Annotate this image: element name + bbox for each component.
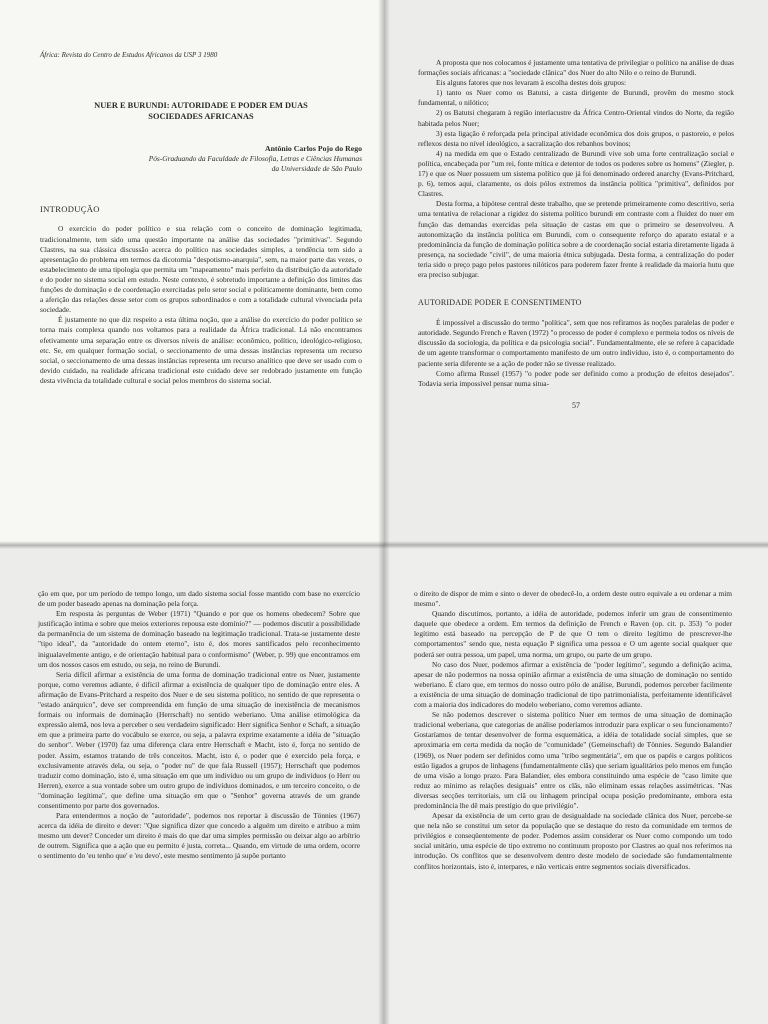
author-affiliation xyxy=(40,154,362,174)
paragraph: Desta forma, a hipótese central deste trabalho, que se pretende primeiramente como descritivo, seria uma tentativa de relacionar a rigidez do sistema político burundi em contraste com a fluidez do nuer em função das demandas exercidas pela situação de castas em que o primeiro se desenvolveu. A autonomização da instância política em Burundi, com o consequente reforço do aparato estatal e a predominância da função de dominação política sobre a de coordenação social estaria diretamente ligada à presença, na sociedade "civil", de uma maioria étnica subjugada. Desta forma, a centralização do poder teria sido o preço pago pelos pastores nilóticos para poderem fazer frente à realidade da maioria hutu que era preciso subjugar. xyxy=(418,199,734,279)
section-heading-autoridade: AUTORIDADE PODER E CONSENTIMENTO xyxy=(418,298,582,308)
paragraph: Em resposta às perguntas de Weber (1971) "Quando e por que os homens obedecem? Sobre que justificação íntima e sobre que meios exteriores repousa este domínio?" — podemos discutir a possibilidade da permanência de um sistema de dominação baseado na legitimação tradicional. Trata-se justamente deste "tipo ideal", da "autoridade do ontem eterno", isto é, dos mores santificados pelo reconhecimento inigualavelmente antigo, e de orientação habitual para o conformismo" (Weber, p. 99) que encontramos em um dos nossos casos em estudo, ou seja, no reino de Burundi. xyxy=(38,609,360,669)
running-head: África: Revista do Centro de Estudos Africanos da USP 3 1980 xyxy=(40,51,218,59)
paragraph: Como afirma Russel (1957) "o poder pode ser definido como a produção de efeitos desejados". Todavia seria impossível pensar numa situa- xyxy=(418,368,734,388)
paragraph: Seria difícil afirmar a existência de uma forma de dominação tradicional entre os Nuer, justamente porque, como veremos adiante, é difícil afirmar a existência de qualquer tipo de dominação entre eles. A afirmação de Evans-Pritchard a respeito dos Nuer e de seu sistema político, no sentido de que representa o "estado anárquico", deve ser compreendida em função de uma situação de inexistência de mecanismos formais ou informais de dominação (Herrschaft) no sentido weberiano. Uma análise etimológica da expressão alemã, nos leva a perceber o seu verdadeiro significado: Herr significa Senhor e Schaft, a situação em que a primeira parte do vocábulo se exerce, ou seja, a palavra exprime exatamente a idéia de "situação do senhor". Weber (1970) faz uma diferença clara entre Herrschaft e Macht, isto é, força no sentido de poder. Assim, estamos tratando de três conceitos. Macht, isto é, o poder que é exercido pela força, e exclusivamente através dela, ou seja, o "poder nu" de que fala Russell (1957); Herrschaft que podemos traduzir como dominação, isto é, uma situação em que um indivíduo ou um grupo de indivíduos (o Herr ou Herren), exerce a sua vontade sobre um outro grupo de indivíduos dominados, e um terceiro conceito, o de "dominação legítima", que define uma situação em que o "Senhor" governa através de um grande consentimento por parte dos governados. xyxy=(38,669,360,810)
page-top-left xyxy=(0,0,384,545)
paragraph: Se não podemos descrever o sistema político Nuer em termos de uma situação de dominação tradicional weberiana, que categorias de análise poderíamos introduzir para explicar o seu funcionamento? Gostaríamos de tentar desenvolver de forma esquemática, a idéia de totalidade social simples, que se aproximaria em certa medida da noção de "comunidade" (Gemeinschaft) de Tönnies. Segundo Balandier (1969), os Nuer podem ser definidos como uma "tribo segmentária", em que os papéis e cargos políticos estão ligados a grupos de linhagens (fundamentalmente clãs) que seriam igualitários pelo menos em função de uma visão a longo prazo. Para Balandier, eles embora constituindo uma espécie de "caso limite que reduz ao mínimo as relações desiguais" entre os clãs, não eliminam essas relações assimétricas. "Nas diversas secções territoriais, um clã ou linhagem principal ocupa posição predominante, embora esta predominância lhe dê mais prestígio do que privilégio". xyxy=(414,710,732,810)
affiliation-line-2: da Universidade de São Paulo xyxy=(271,164,362,174)
page-top-right xyxy=(384,0,768,545)
article-title xyxy=(40,100,362,122)
page-gutter-shadow xyxy=(378,0,390,1024)
author-name: Antônio Carlos Pojo do Rego xyxy=(264,144,362,154)
paragraph: Quando discutimos, portanto, a idéia de autoridade, podemos inferir um grau de consentimento daquele que obedece a ordem. Em termos da definição de French e Raven (op. cit. p. 353) "o poder legítimo está baseado na percepção de P de que O tem o direito legítimo de prescrever-lhe comportamentos" sendo que, nesta equação P significa uma pessoa e O um agente social qualquer que poderá ser outra pessoa, um papel, uma norma, um grupo, ou parte de um grupo. xyxy=(414,609,732,659)
article-title-line-2: SOCIEDADES AFRICANAS xyxy=(148,112,254,122)
paragraph: Eis alguns fatores que nos levaram à escolha destes dois grupos: xyxy=(436,78,627,88)
paragraph: o direito de dispor de mim e sinto o dever de obedecê-lo, a ordem deste outro equivale a eu ordenar a mim mesmo". xyxy=(414,589,732,609)
affiliation-line-1: Pós-Graduando da Faculdade de Filosofia, Letras e Ciências Humanas xyxy=(148,154,362,164)
list-item: 1) tanto os Nuer como os Batutsi, a casta dirigente de Burundi, provêm do mesmo stock fundamental, o nilótico; xyxy=(418,88,734,108)
list-item: 3) esta ligação é reforçada pela principal atividade econômica dos dois grupos, o pastoreio, e pelos reflexos desta no nível ideológico, a sacralização dos rebanhos bovinos; xyxy=(418,128,734,148)
paragraph: No caso dos Nuer, podemos afirmar a existência de "poder legítimo", segundo a definição acima, apesar de não podermos na nossa opinião afirmar a existência de uma situação de dominação no sentido weberiano. É claro que, em termos do nosso outro pólo de análise, Burundi, podemos perceber facilmente a existência de uma situação de dominação tradicional de tipo patrimonialista, perfeitamente identificável com a maioria dos indicadores do modelo weberiano, como veremos adiante. xyxy=(414,659,732,710)
paragraph: Para entendermos a noção de "autoridade", podemos nos reportar à discussão de Tönnies (1967) acerca da idéia de direito e dever: "Que significa dizer que concedo a alguém um direito e atribuo a mim mesmo um dever? Conceder um direito é mais do que dar uma simples permissão ou deixar algo ao arbítrio de outrem. Significa que a ação que eu permito é justa, correta... Quando, em virtude de uma ordem, ocorre o sentimento do 'eu tenho que' e 'eu devo', este mesmo sentimento já supõe portanto xyxy=(38,811,360,861)
paragraph: O exercício do poder político e sua relação com o conceito de dominação legitimada, tradicionalmente, tem sido uma questão importante na análise das sociedades "primitivas". Segundo Clastres, na sua clássica discussão acerca do político nas sociedades simples, a tendência tem sido a apresentação do problema em termos da dicotomia "despotismo-anarquia", sem, na maior parte das vezes, o estabelecimento de uma tipologia que permita um "mapeamento" mais perfeito da distribuição da autoridade e do poder no sistema social em estudo. Neste contexto, é sobretudo importante a definição dos limites das funções de dominação e de coordenação exercitadas pelo setor social e politicamente dominante, bem como a aferição das relações desse setor com os grupos subordinados e com a totalidade cultural vivenciada pela sociedade. xyxy=(40,224,362,315)
page-number: 57 xyxy=(572,400,580,410)
paragraph: É justamente no que diz respeito a esta última noção, que a análise do exercício do poder político se torna mais complexa quando nos voltamos para a realidade da África tradicional. Lá não encontramos efetivamente uma separação entre os diversos níveis de análise: econômico, político, ideológico-religioso, etc. Se, em qualquer formação social, o seccionamento de uma dessas instâncias representa um recurso social, o seccionamento de uma dessas instâncias representa um recurso analítico que deve ser usado com o devido cuidado, na realidade africana tradicional este cuidado deve ser redobrado justamente em função desta vivência da totalidade cultural e social pelos membros do sistema social. xyxy=(40,315,362,385)
list-item: 4) na medida em que o Estado centralizado de Burundi vive sob uma forte centralização social e política, encabeçada por "um rei, fonte mítica e detentor de todos os poderes sobre os homens" (Ziegler, p. 17) e que os Nuer possuem um sistema político que já foi denominado ordered anarchy (Evans-Pritchard, p. 6), temos aqui, claramente, os dois pólos extremos da instância política "primitiva", definidos por Clastres. xyxy=(418,148,734,199)
section-heading-introducao: INTRODUÇÃO xyxy=(40,204,100,215)
list-item: 2) os Batutsi chegaram à região interlacustre da África Centro-Oriental vindos do Norte, da região habitada pelos Nuer; xyxy=(418,108,734,128)
page-bottom-right xyxy=(384,545,768,1024)
page-bottom-left xyxy=(0,545,384,1024)
page-fold-shadow xyxy=(0,541,768,549)
paragraph: ção em que, por um período de tempo longo, um dado sistema social fosse mantido com base no exercício de um poder baseado apenas na dominação pela força. xyxy=(38,589,360,609)
paragraph: Apesar da existência de um certo grau de desigualdade na sociedade clânica dos Nuer, percebe-se que nela não se constitui um setor da população que se destaque do resto da comunidade em termos de privilégios e conseqüentemente de poder. Podemos assim considerar os Nuer como compondo um todo social unitário, uma espécie de tipo extremo no continuum proposto por Clastres ao qual nos referimos na introdução. Os conflitos que se desenvolvem dentro deste modelo de sociedade são fundamentalmente conflitos horizontais, isto é, interpares, e não verticais entre segmentos sociais diversificados. xyxy=(414,811,732,871)
paragraph: É impossível a discussão do termo "política", sem que nos refiramos às noções paralelas de poder e autoridade. Segundo French e Raven (1972) "o processo de poder é complexo e permeia todos os níveis de discussão da sociologia, da política e da psicologia social". Fundamentalmente, ele se refere à capacidade de um agente transformar o comportamento manifesto de um outro indivíduo, isto é, o comportamento do paciente seria diferente se a ação de poder não se tivesse realizado. xyxy=(418,318,734,368)
article-title-line-1: NUER E BURUNDI: AUTORIDADE E PODER EM DUAS xyxy=(94,101,308,111)
paragraph: A proposta que nos colocamos é justamente uma tentativa de privilegiar o político na análise de duas formações sociais africanas: a "sociedade clânica" dos Nuer do alto Nilo e o reino de Burundi. xyxy=(418,58,735,78)
